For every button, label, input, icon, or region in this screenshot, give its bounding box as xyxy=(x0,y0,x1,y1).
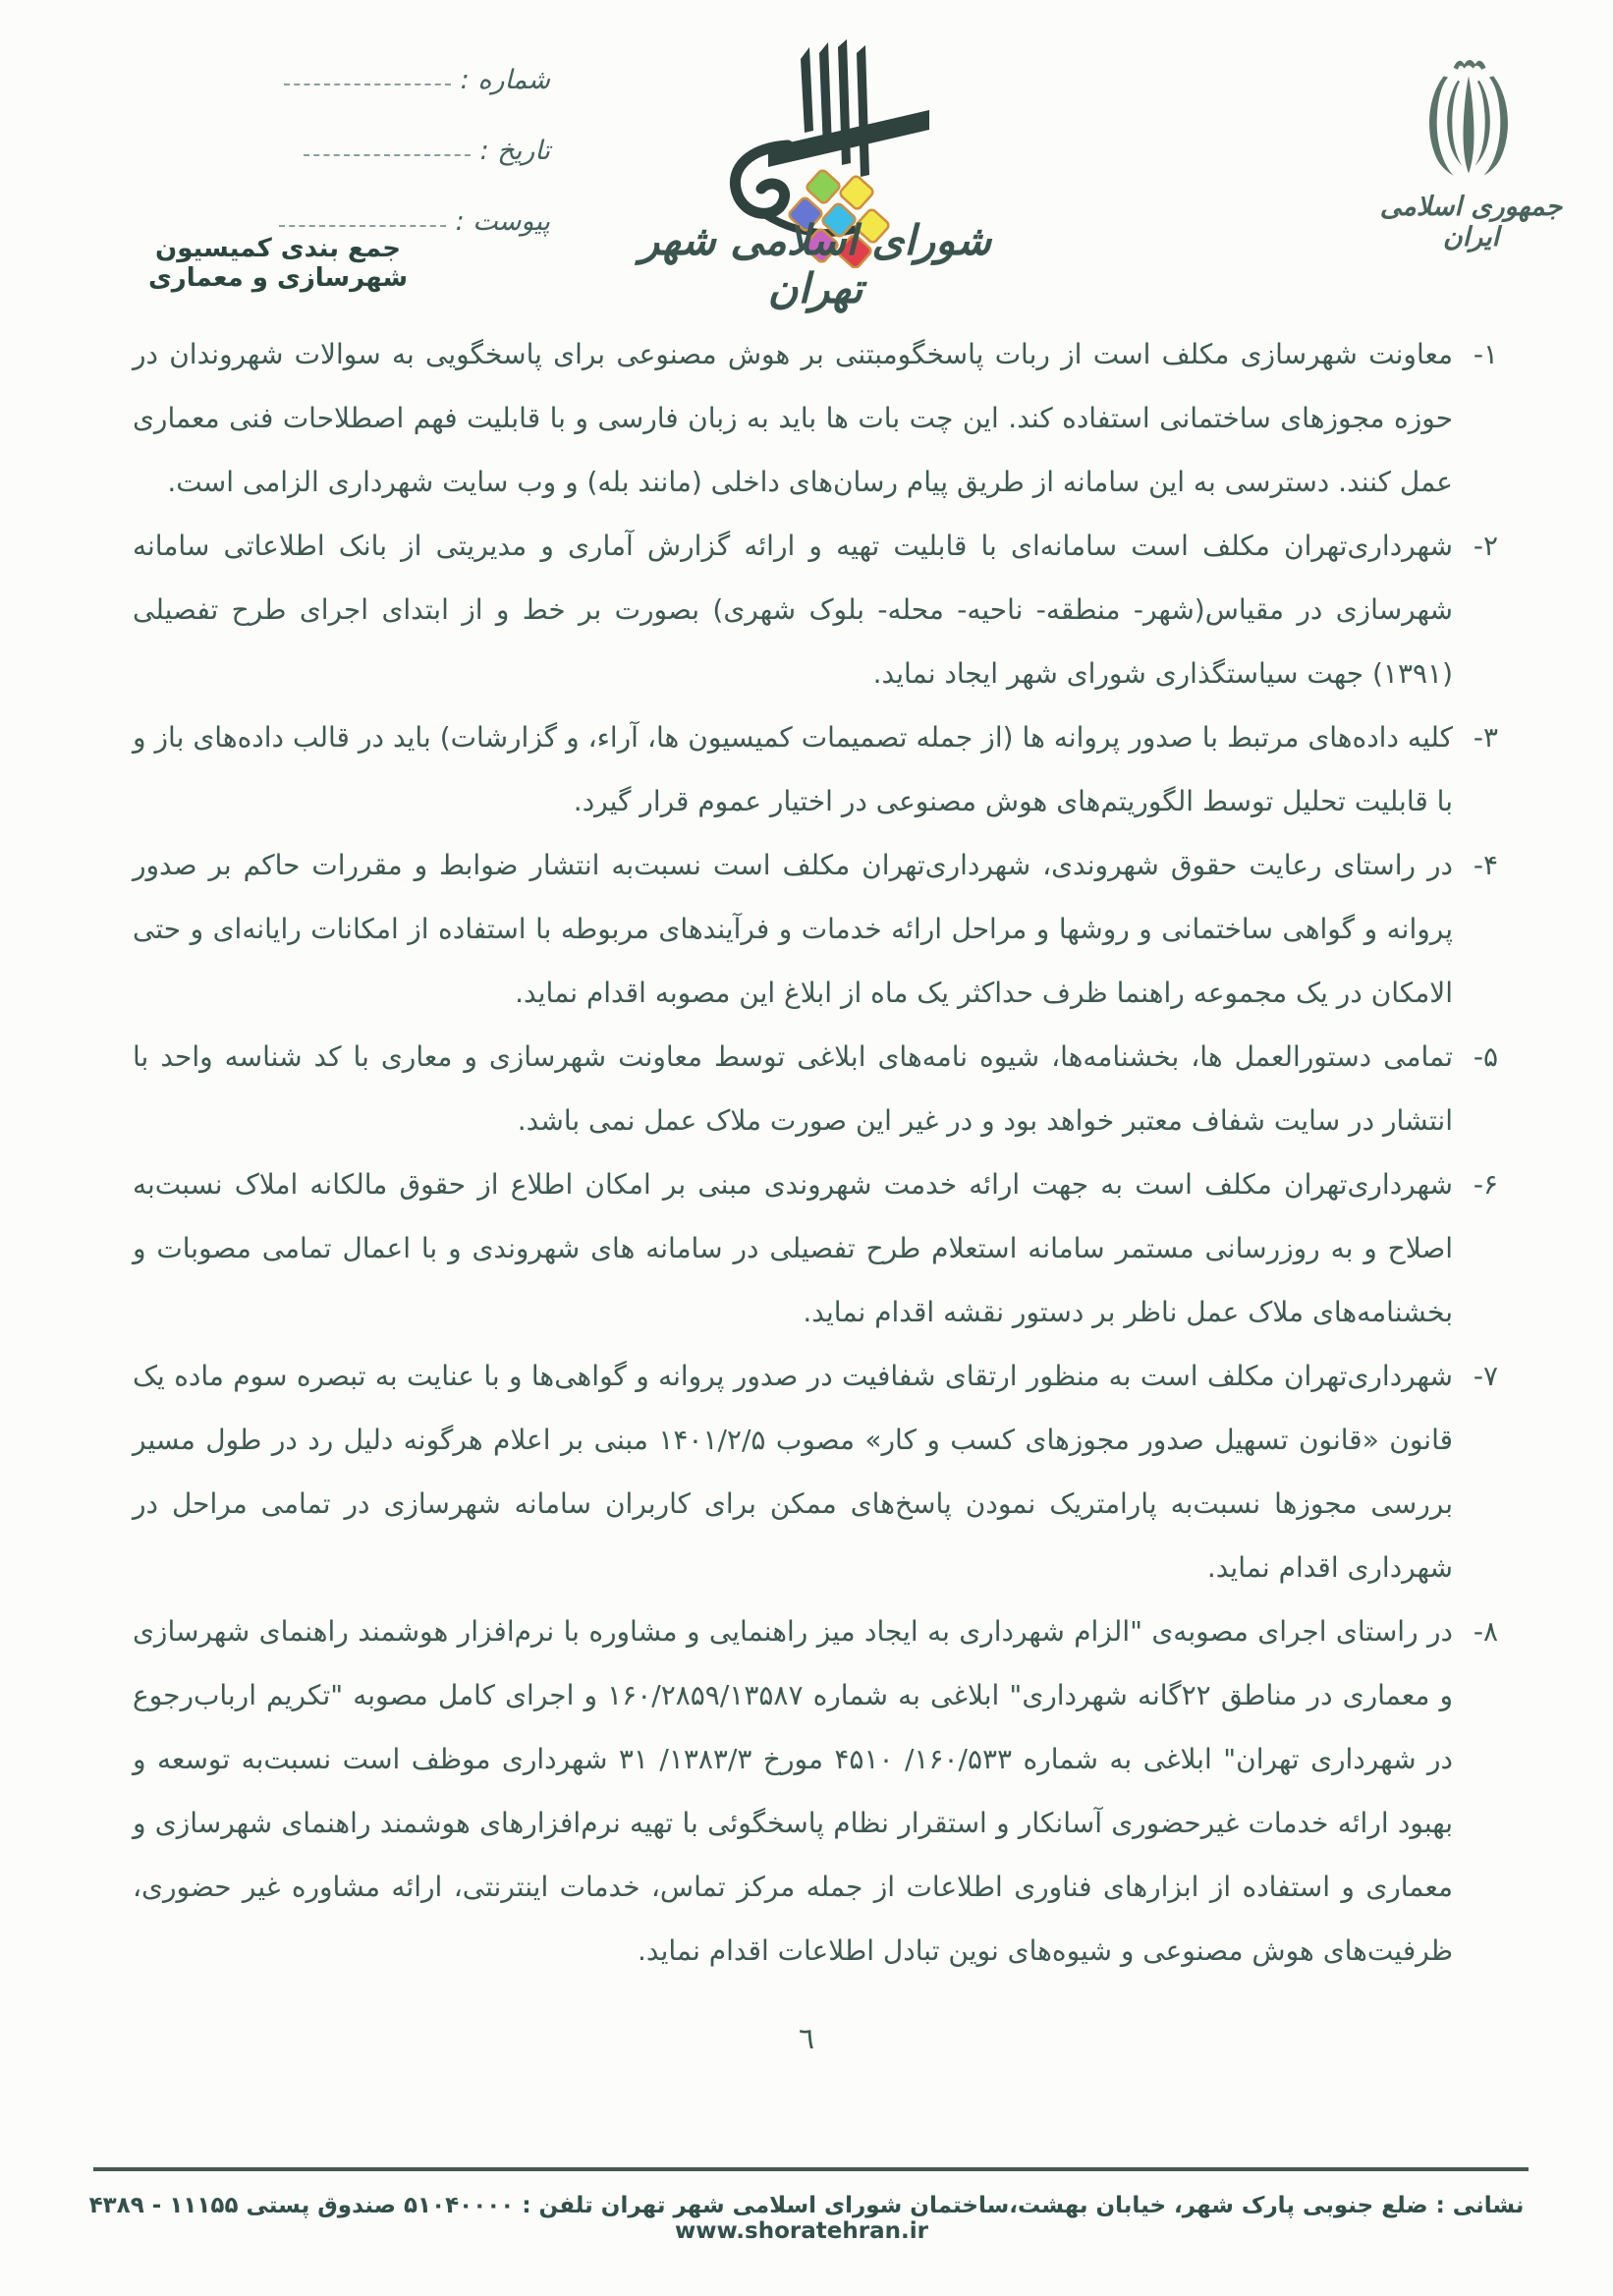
national-emblem xyxy=(1365,51,1577,252)
field-attachment-blank-line xyxy=(279,225,446,227)
item-number: ۷- xyxy=(1473,1360,1498,1392)
field-number-blank-line xyxy=(284,84,451,85)
item-number: ۸- xyxy=(1473,1615,1498,1648)
council-logo xyxy=(629,37,1002,312)
item-number: ۶- xyxy=(1473,1168,1498,1201)
item-number: ۳- xyxy=(1473,721,1498,754)
field-number-label: شماره : xyxy=(460,64,550,95)
resolution-item-8 xyxy=(133,1599,1498,1983)
item-number: ۵- xyxy=(1473,1040,1498,1073)
item-text: کلیه داده‌های مرتبط با صدور پروانه ها (از جمله تصمیمات کمیسیون ها، آراء، و گزارشات) باید در قالب داده‌های باز و با قابلیت تحلیل توسط الگوریتم‌های هوش مصنوعی در اختیار عموم قرار گیرد. xyxy=(133,721,1453,817)
resolution-item-5 xyxy=(133,1025,1498,1152)
resolution-items xyxy=(133,322,1498,1983)
field-date xyxy=(69,115,550,186)
field-date-blank-line xyxy=(304,154,471,156)
item-text: معاونت شهرسازی مکلف است از ربات پاسخگومبتنی بر هوش مصنوعی برای پاسخگویی به سوالات شهروندان در حوزه مجوزهای ساختمانی استفاده کند. این چت بات ها باید به زبان فارسی و با قابلیت فهم اصطلاحات فنی معماری عمل کنند. دسترسی به این سامانه از طریق پیام رسان‌های داخلی (مانند بله) و وب سایت شهرداری الزامی است. xyxy=(133,338,1453,498)
item-number: ۴- xyxy=(1473,849,1498,881)
page-number: ٦ xyxy=(798,2022,815,2056)
resolution-item-4 xyxy=(133,833,1498,1025)
resolution-item-1 xyxy=(133,322,1498,514)
item-number: ۲- xyxy=(1473,530,1498,562)
resolution-item-6 xyxy=(133,1152,1498,1344)
item-text: در راستای اجرای مصوبه‌ی "الزام شهرداری به ایجاد میز راهنمایی و مشاوره با نرم‌افزار هوشمند راهنمای شهرسازی و معماری در مناطق ۲۲گانه شهرداری" ابلاغی به شماره ۱۶۰/۲۸۵۹/۱۳۵۸۷ و اجرای کامل مصوبه "تکریم ارباب‌رجوع در شهرداری تهران" ابلاغی به شماره ۱۶۰/۵۳۳/ ۴۵۱۰ مورخ ۱۳۸۳/۳/ ۳۱ شهرداری موظف است نسبت‌به توسعه و بهبود ارائه خدمات غیرحضوری آسانکار و استقرار نظام پاسخگوئی با تهیه نرم‌افزارهای هوشمند راهنمای شهرسازی و معماری و استفاده از ابزارهای فناوری اطلاعات از جمله مرکز تماس، خدمات اینترنتی، ارائه مشاوره غیر حضوری، ظرفیت‌های هوش مصنوعی و شیوه‌های نوین تبادل اطلاعات اقدام نماید. xyxy=(133,1615,1453,1967)
resolution-item-7 xyxy=(133,1344,1498,1599)
footer xyxy=(0,2193,1613,2244)
item-text: شهرداری‌تهران مکلف است سامانه‌ای با قابلیت تهیه و ارائه گزارش آماری و مدیریتی از بانک اطلاعاتی سامانه شهرسازی در مقیاس(شهر- منطقه- ناحیه- محله- بلوک شهری) بصورت بر خط و از ابتدای اجرای طرح تفصیلی (۱۳۹۱) جهت سیاستگذاری شورای شهر ایجاد نماید. xyxy=(133,530,1453,690)
field-attachment-label: پیوست : xyxy=(455,205,550,237)
commission-stamp-text: جمع بندی کمیسیون شهرسازی و معماری xyxy=(147,234,409,293)
council-logo-caption: شورای اسلامی شهر تهران xyxy=(639,216,992,312)
national-emblem-caption: جمهوری اسلامی ایران xyxy=(1379,192,1563,252)
footer-website: www.shoratehran.ir xyxy=(675,2218,928,2244)
resolution-item-2 xyxy=(133,514,1498,705)
field-date-label: تاریخ : xyxy=(479,135,550,166)
item-number: ۱- xyxy=(1473,338,1498,370)
resolution-item-3 xyxy=(133,705,1498,833)
footer-address-phone: نشانی : ضلع جنوبی پارک شهر، خیابان بهشت،ساختمان شورای اسلامی شهر تهران تلفن : ۵۱۰۴۰۰۰۰ صندوق پستی ۱۱۱۵۵ - ۴۳۸۹ xyxy=(88,2193,1525,2218)
field-number xyxy=(69,44,550,115)
iran-emblem-icon xyxy=(1415,51,1523,198)
item-text: در راستای رعایت حقوق شهروندی، شهرداری‌تهران مکلف است نسبت‌به انتشار ضوابط و مقررات حاکم بر صدور پروانه و گواهی ساختمانی و روشها و مراحل ارائه خدمات و فرآیندهای مربوطه با استفاده از امکانات رایانه‌ای و حتی الامکان در یک مجموعه راهنما ظرف حداکثر یک ماه از ابلاغ این مصوبه اقدام نماید. xyxy=(133,849,1453,1009)
letterhead-fields xyxy=(69,44,550,256)
footer-divider xyxy=(93,2167,1529,2171)
item-text: شهرداری‌تهران مکلف است به جهت ارائه خدمت شهروندی مبنی بر امکان اطلاع از حقوق مالکانه املاک نسبت‌به اصلاح و به روزرسانی مستمر سامانه استعلام طرح تفصیلی در سامانه های شهروندی و با اعمال تمامی مصوبات و بخشنامه‌های ملاک عمل ناظر بر دستور نقشه اقدام نماید. xyxy=(133,1168,1453,1328)
item-text: تمامی دستورالعمل ها، بخشنامه‌ها، شیوه نامه‌های ابلاغی توسط معاونت شهرسازی و معاری با کد شناسه واحد با انتشار در سایت شفاف معتبر خواهد بود و در غیر این صورت ملاک عمل نمی باشد. xyxy=(133,1040,1453,1137)
item-text: شهرداری‌تهران مکلف است به منظور ارتقای شفافیت در صدور پروانه و گواهی‌ها و با عنایت به تبصره سوم ماده یک قانون «قانون تسهیل صدور مجوزهای کسب و کار» مصوب ۱۴۰۱/۲/۵ مبنی بر اعلام هرگونه دلیل رد در طول مسیر بررسی مجوزها نسبت‌به پارامتریک نمودن پاسخ‌های ممکن برای کاربران سامانه شهرسازی در تمامی مراحل در شهرداری اقدام نماید. xyxy=(133,1360,1453,1584)
